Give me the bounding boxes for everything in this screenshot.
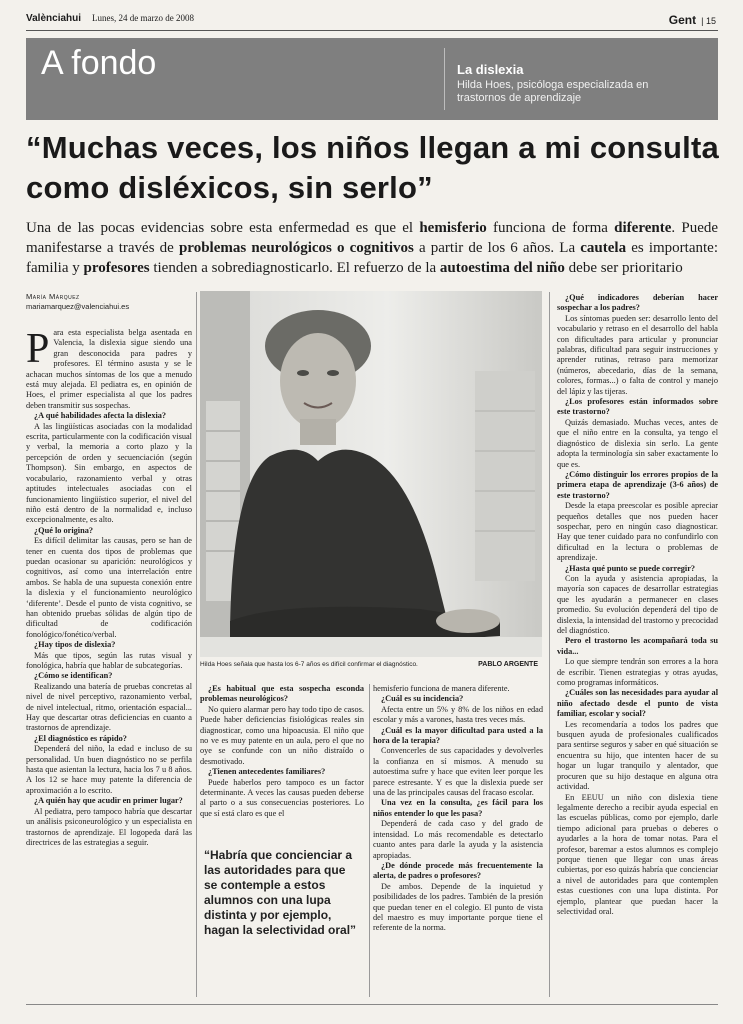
banner-topic: La dislexia [457, 62, 524, 77]
interview-question: ¿Los profesores están informados sobre este trastorno? [557, 397, 718, 417]
interview-question: ¿El diagnóstico es rápido? [34, 733, 127, 743]
interview-question: ¿Hay tipos de dislexia? [34, 640, 116, 650]
masthead [26, 13, 716, 29]
interview-answer: Al pediatra, pero tampoco habría que descartar un análisis psiconeurológico y un especialista en trastornos de aprendizaje. El logopeda dará las directrices de las estrategias a seguir. [26, 806, 192, 847]
interview-answer: Dependerá del niño, la edad e incluso de su personalidad. Un buen diagnóstico no se perfila hasta que asientan la lectura, hacia los 7 u 8 años. A los 12 se hace muy patente la diferencia de aproximación a lo escrito. [26, 744, 192, 795]
drop-cap: P [26, 326, 50, 372]
interview-question: ¿Cuáles son las necesidades para ayudar al niño afectado desde el punto de vista familiar, escolar y social? [557, 688, 718, 719]
interview-answer: Con la ayuda y asistencia apropiadas, la mayoría son capaces de desarrollar estrategias que les ayudarán a permanecer en clases promedio. Su evolución dependerá del tipo de dislexia, la intensidad del trastorno y precocidad del diagnóstico. [557, 573, 718, 635]
interview-question: ¿A quién hay que acudir en primer lugar? [34, 796, 183, 806]
interview-answer: Lo que siempre tendrán son errores a la hora de escribir. Tienen estrategias y otras ayudas, como programas informáticos. [557, 657, 718, 688]
column-2 [200, 684, 364, 819]
interview-question: ¿Cuál es la mayor dificultad para usted a la hora de la terapia? [373, 725, 543, 746]
masthead-divider [26, 30, 718, 31]
interview-question: ¿Hasta qué punto se puede corregir? [565, 563, 696, 573]
interview-question: Una vez en la consulta, ¿es fácil para los niños entender lo que les pasa? [373, 798, 543, 818]
column-3 [373, 684, 543, 934]
section-banner [26, 38, 718, 120]
interview-answer: Afecta entre un 5% y 8% de los niños en edad escolar y más a varones, hasta tres veces más. [373, 704, 543, 725]
portrait-illustration [200, 291, 542, 657]
interview-question: ¿De dónde procede más frecuentemente la alerta, de padres o profesores? [373, 860, 543, 881]
column-rule [549, 292, 550, 997]
interview-answer: Los síntomas pueden ser: desarrollo lento del vocabulario y retraso en el desarrollo del habla con dificultades para articular y pronunciar palabras, dificultad para seguir instrucciones y aprender rutinas, retraso para memorizar (números, abecedario, días de la semana, colores, formas...) o falta de control y manejo del lápiz y las tijeras. [557, 313, 718, 396]
page-info: Gent | 15 [668, 13, 716, 27]
interview-question: ¿Qué lo origina? [34, 525, 94, 535]
column-1 [26, 328, 192, 848]
photo-caption-row [200, 661, 542, 668]
interview-answer: Realizando una batería de pruebas concretas al nivel de nivel perceptivo, razonamiento verbal, de nivel intelectual, ritmo, orientación espacial... Hay que descartar otras deficiencias en cuanto a trastornos de aprendizaje. [26, 681, 192, 733]
interview-answer: Es difícil delimitar las causas, pero se han de tener en cuenta dos tipos de problemas que puedan ocasionar su aparición: neurológicos y cognitivos, así como una interrelación entre ambos. Se habla de una supuesta conexión entre la dislexia y el funcionamiento neurológico ‘diferente’. Desde el punto de vista cognitivo, se han obtenido pruebas sólidas de algún tipo de dificultad de codificación fonológico/fonético/verbal. [26, 536, 192, 639]
photo-caption: Hilda Hoes señala que hasta los 6-7 años es difícil confirmar el diagnóstico. [200, 661, 418, 668]
interview-answer: Puede haberlos pero tampoco es un factor determinante. A veces las causas pueden deberse al parto o a sus consecuencias posteriores. Lo que sí está claro es que el [200, 777, 364, 818]
interview-answer: Les recomendaría a todos los padres que busquen ayuda de profesionales cualificados para sentirse seguros y saber en qué situación se encuentra su hijo, que intenten hacer de su hogar un lugar tranquilo y alentador, que procuren que su hijo destaque en alguna otra actividad. [557, 719, 718, 792]
interview-question: ¿A qué habilidades afecta la dislexia? [34, 411, 167, 421]
section-name: Gent [668, 13, 697, 27]
byline [26, 292, 129, 312]
intro-text: ara esta especialista belga asentada en Valencia, la dislexia sigue siendo una gran desconocida para padres y profesores. El término asusta y se le achacan muchos síntomas de los que a menudo está muy alejada. El pediatra es, en opinión de Hoes, el primer especialista al que los padres deben transmitir sus sospechas. [26, 328, 192, 410]
interview-answer: hemisferio funciona de manera diferente. [373, 684, 510, 693]
banner-divider [444, 48, 445, 110]
author-name: María Márquez [26, 292, 80, 301]
interview-answer: De ambos. Depende de la inquietud y posibilidades de los padres. También de la presión que puedan tener en el colegio. El punto de vista del maestro es muy importante porque tiene el referente de la norma. [373, 881, 543, 933]
interview-answer: Quizás demasiado. Muchas veces, antes de que el niño entre en la consulta, ya tengo el diagnóstico de dislexia sin serlo. La gente adopta la terminología sin saber exactamente lo que es. [557, 417, 718, 469]
column-4 [557, 293, 718, 917]
headline: “Muchas veces, los niños llegan a mi consulta como disléxicos, sin serlo” [26, 130, 719, 205]
interview-answer: En EEUU un niño con dislexia tiene legalmente derecho a recibir ayuda especial en las escuelas públicas, como por ejemplo, darle tiempo adicional para pruebas o deberes o ayudarles a la hora de tomar notas. Para el profesor, baremar a estos alumnos es complejo porque tienen que llegar con unas áreas cubiertas, por eso quizás habría que concienciar a nivel de autoridades para que contemplen estas cuestiones con una lupa distinta. Por ejemplo, plantear que puedan hacer la selectividad oral. [557, 792, 718, 916]
column-rule [196, 292, 197, 997]
interview-question: ¿Es habitual que esta sospecha esconda problemas neurológicos? [200, 684, 364, 704]
banner-section-title: A fondo [41, 44, 157, 82]
interview-question: ¿Cómo distinguir los errores propios de la primera etapa de aprendizaje (3-6 años) de este trastorno? [557, 469, 718, 500]
footer-rule [26, 1004, 718, 1005]
interview-answer: A las lingüísticas asociadas con la modalidad escrita, particularmente con la codificación visual y verbal, la memoria a corto plazo y la percepción de orden y secuenciación (según Thompson). Sin embargo, en aspectos de vocabulario, razonamiento verbal y otras aptitudes intelectuales asociadas con el funcionamiento lingüístico superior, el nivel del niño está dentro de la normalidad e, incluso excepcionalmente, es alto. [26, 421, 192, 525]
author-email: mariamarquez@valenciahui.es [26, 302, 130, 311]
interview-answer: Más que tipos, según las rutas visual y fonológica, habría que hablar de subcategorías. [26, 650, 192, 670]
column-rule [369, 684, 370, 997]
page-number: 15 [705, 16, 716, 26]
banner-subtitle: Hilda Hoes, psicóloga especializada en trastornos de aprendizaje [457, 79, 649, 104]
interview-question: ¿Cuál es su incidencia? [381, 694, 464, 704]
brand-name: Valènciahui [26, 13, 82, 24]
interview-question: ¿Qué indicadores deberían hacer sospechar a los padres? [557, 293, 718, 313]
interview-answer: Convencerles de sus capacidades y devolverles la confianza en sí mismos. A menudo su autoestima sufre y hace que eviten leer porque les parece estresante. Y es que la dislexia puede ser una de las principales causas del fracaso escolar. [373, 746, 543, 798]
interview-question: Pero el trastorno les acompañará toda su vida... [557, 636, 718, 656]
photo-credit: PABLO ARGENTE [478, 661, 538, 668]
interview-answer: Desde la etapa preescolar es posible apreciar pequeños detalles que nos pueden hacer sospechar, pero en ningún caso diagnosticar. Hay que tener cuidado para no confundirlo con dificultad en la lectura o problemas de aprendizaje. [557, 501, 718, 563]
interview-question: ¿Cómo se identifican? [34, 671, 113, 681]
pull-quote: “Habría que concienciar a las autoridades para que se contemple a estos alumnos con una lupa distinta y por ejemplo, hagan la selectividad oral” [204, 848, 357, 937]
interview-answer: No quiero alarmar pero hay todo tipo de casos. Puede haber deficiencias fisiológicas reales sin diagnosticar, como una hipoacusia. El niño que no ve es muy patente en un aula, pero el que no oye se confunde con un niño distraído o desmotivado. [200, 704, 364, 766]
portrait-photo [200, 291, 542, 657]
interview-question: ¿Tienen antecedentes familiares? [208, 767, 326, 777]
issue-date: Lunes, 24 de marzo de 2008 [92, 13, 194, 23]
interview-answer: Dependerá de cada caso y del grado de intensidad. Lo más recomendable es detectarlo cuanto antes para darle la ayuda y la asistencia apropiadas. [373, 819, 543, 860]
lead-paragraph: Una de las pocas evidencias sobre esta enfermedad es que el hemisferio funciona de forma diferente. Puede manifestarse a través de problemas neurológicos o cognitivos a partir de los 6 años. La cautela es importante: familia y profesores tienden a sobrediagnosticarlo. El refuerzo de la autoestima del niño debe ser prioritario [26, 220, 719, 276]
